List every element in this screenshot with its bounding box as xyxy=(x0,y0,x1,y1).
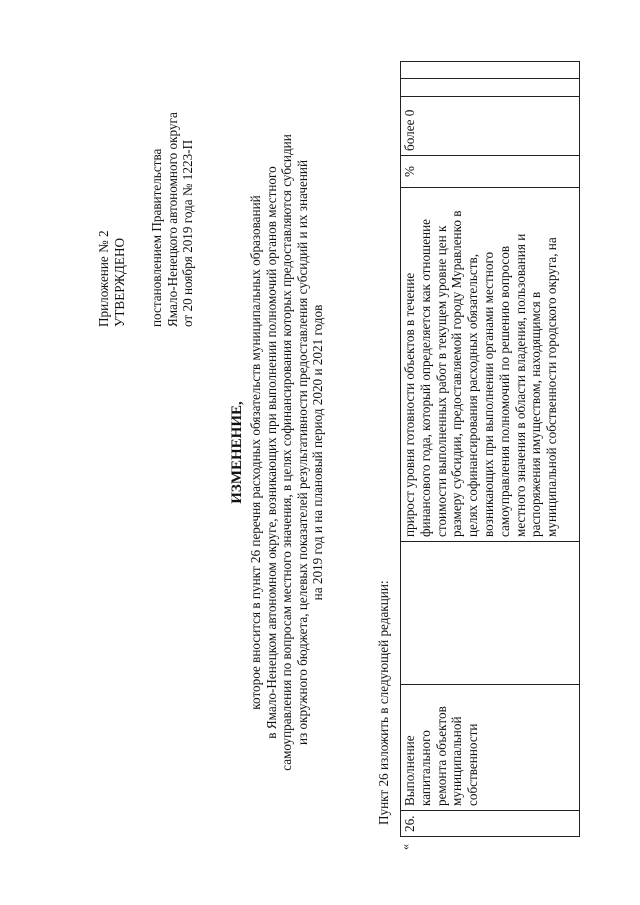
description-line: муниципальной собственности городского округа, на xyxy=(544,237,560,537)
document-subtitle xyxy=(248,120,326,785)
description-line: стоимости выполненных работ в текущем уровне цен к xyxy=(433,225,449,537)
description-line: размеру субсидии, предоставляемой городу Муравленко в xyxy=(449,210,465,537)
subtitle-line: из окружного бюджета, целевых показателей результативности предоставления субсидий и их значений xyxy=(294,159,310,746)
opening-quote: « xyxy=(398,844,412,850)
decree-line: от 20 ноября 2019 года № 1223-П xyxy=(180,139,195,327)
decree-line: Ямало-Ненецкого автономного округа xyxy=(164,112,180,327)
appendix-label: Приложение № 2 xyxy=(96,230,111,327)
subtitle-line: в Ямало-Ненецком автономном округе, возникающих при выполнении полномочий органов местного xyxy=(263,166,279,739)
blank-cell xyxy=(401,542,580,685)
approved-label: УТВЕРЖДЕНО xyxy=(111,237,127,327)
row-unit: % xyxy=(401,156,580,188)
subtitle-line: на 2019 год и на плановый период 2020 и 2021 годов xyxy=(310,304,326,601)
description-line: целях софинансирования расходных обязательств, xyxy=(465,253,481,537)
name-line: собственности xyxy=(465,723,481,806)
description-line: распоряжения имуществом, находящимся в xyxy=(528,291,544,537)
row-description xyxy=(401,188,580,542)
table-row xyxy=(401,62,580,837)
name-line: ремонта объектов xyxy=(433,706,449,806)
description-line: самоуправления полномочий по решению вопросов xyxy=(496,245,512,537)
description-line: местного значения в области владения, пользования и xyxy=(512,233,528,537)
item-table xyxy=(400,61,580,837)
row-value: более 0 xyxy=(401,97,580,156)
description-line: финансового года, который определяется как отношение xyxy=(417,218,433,537)
name-line: муниципальной xyxy=(449,716,465,806)
row-number: 26. xyxy=(401,811,580,837)
name-line: Выполнение xyxy=(402,735,417,806)
name-line: капитального xyxy=(417,730,433,806)
description-line: возникающих при выполнении органами местного xyxy=(480,251,496,537)
row-name xyxy=(401,685,580,811)
description-line: прирост уровня готовности объектов в течение xyxy=(402,272,417,537)
subtitle-line: которое вносится в пункт 26 перечня расходных обязательств муниципальных образований xyxy=(248,195,263,710)
intro-text: Пункт 26 изложить в следующей редакции: xyxy=(376,580,391,825)
blank-cell xyxy=(401,62,580,80)
subtitle-line: самоуправления по вопросам местного значения, в целях софинансирования которых предоставляются субсидии xyxy=(279,134,295,771)
blank-cell xyxy=(401,79,580,97)
decree-line: постановлением Правительства xyxy=(149,148,164,327)
approval-block xyxy=(96,0,196,327)
document-title: ИЗМЕНЕНИЕ, xyxy=(229,401,245,504)
